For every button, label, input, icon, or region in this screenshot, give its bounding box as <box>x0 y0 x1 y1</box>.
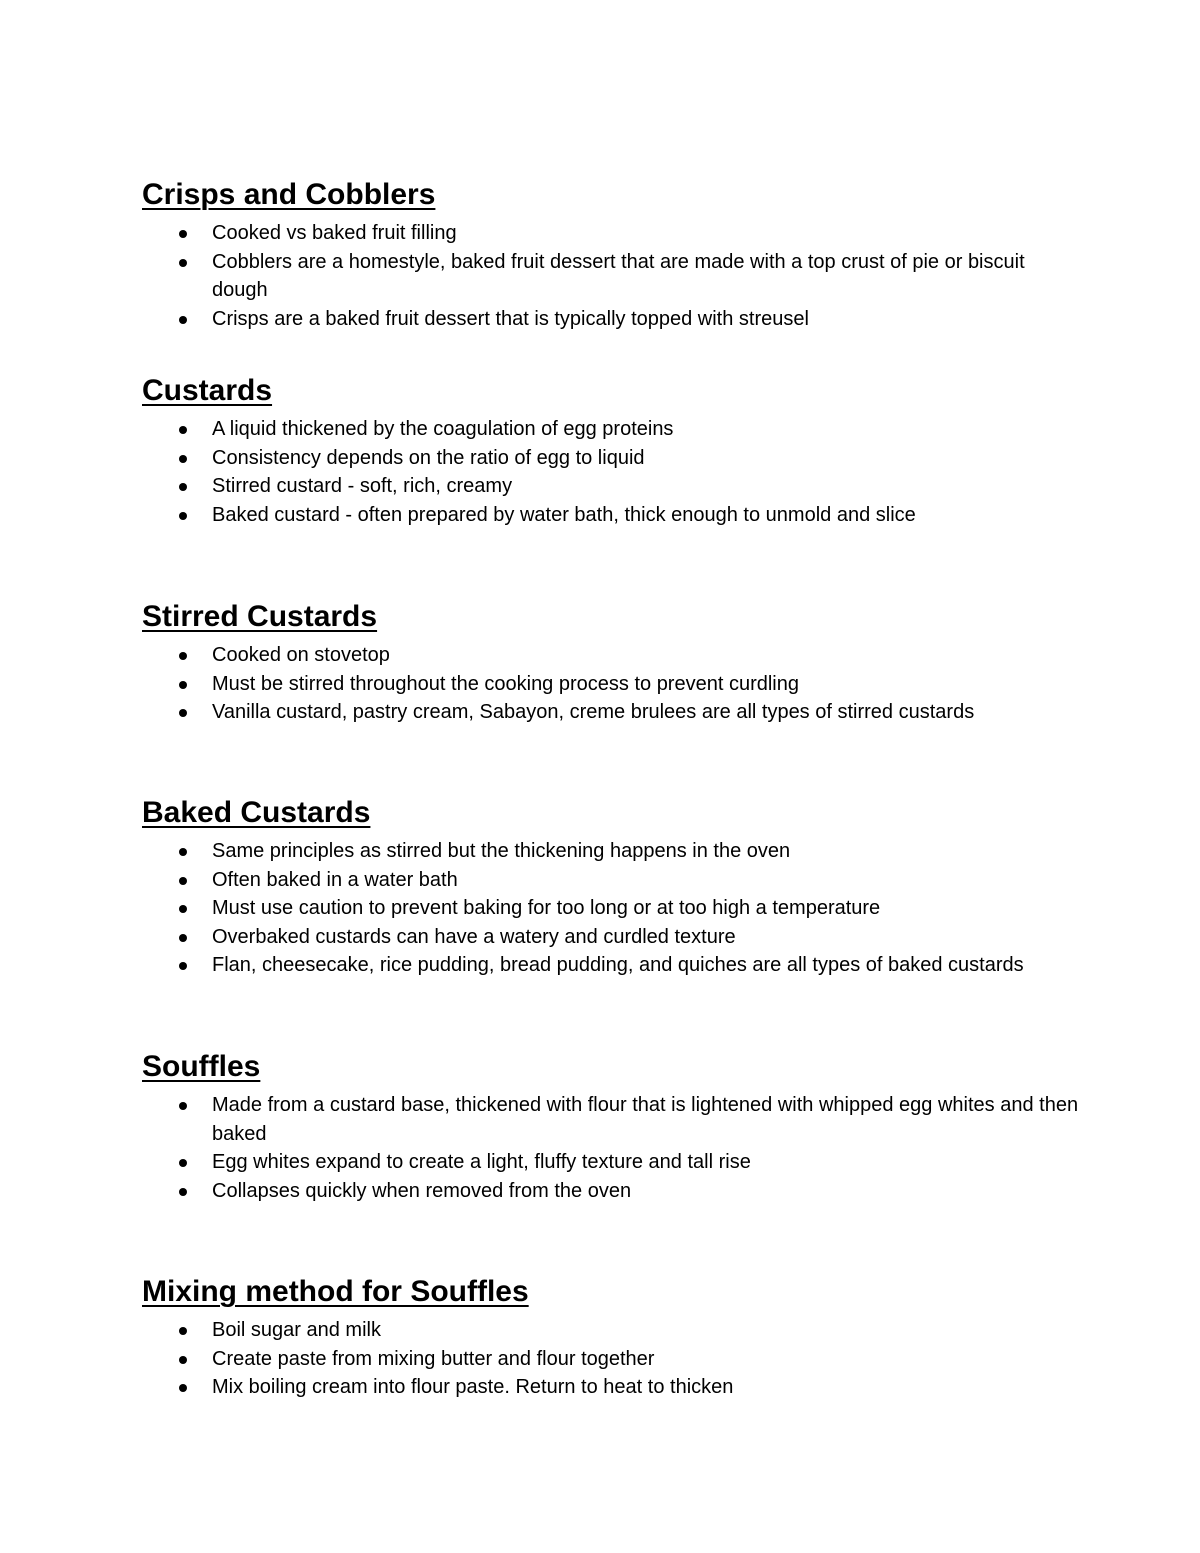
list-item <box>142 1373 1082 1402</box>
list-item <box>142 866 1082 895</box>
list-item-text: Collapses quickly when removed from the oven <box>212 1179 632 1202</box>
list-item-text: Stirred custard - soft, rich, creamy <box>212 475 513 497</box>
section-heading: Baked Custards <box>142 796 371 829</box>
list-item <box>142 698 1082 727</box>
bullet-icon <box>179 652 187 660</box>
list-item <box>142 641 1082 670</box>
section-heading: Souffles <box>142 1050 261 1083</box>
bullet-icon <box>179 1188 187 1196</box>
list-item-text: Mix boiling cream into flour paste. Return to heat to thicken <box>212 1376 734 1398</box>
bullet-icon <box>179 230 187 238</box>
bullet-list <box>142 641 1082 727</box>
list-item-text: Flan, cheesecake, rice pudding, bread pudding, and quiches are all types of baked custards <box>212 954 1024 976</box>
section-heading: Crisps and Cobblers <box>142 178 436 211</box>
list-item <box>142 1091 1082 1148</box>
bullet-icon <box>179 877 187 885</box>
list-item <box>142 219 1082 248</box>
list-item-text: Boil sugar and milk <box>212 1319 381 1341</box>
section-heading: Mixing method for Souffles <box>142 1275 529 1308</box>
section-heading: Custards <box>142 374 273 407</box>
bullet-icon <box>179 1102 187 1110</box>
list-item-text: Baked custard - often prepared by water bath, thick enough to unmold and slice <box>212 503 916 526</box>
bullet-icon <box>179 1159 187 1167</box>
list-item <box>142 1148 1082 1177</box>
list-item-text: Must use caution to prevent baking for too long or at too high a temperature <box>212 897 881 919</box>
list-item <box>142 501 1082 530</box>
bullet-icon <box>179 709 187 717</box>
bullet-list <box>142 1316 1082 1402</box>
bullet-list <box>142 219 1082 333</box>
bullet-icon <box>179 905 187 913</box>
bullet-icon <box>179 681 187 689</box>
section-custards <box>142 373 1082 529</box>
list-item <box>142 1345 1082 1374</box>
bullet-icon <box>179 962 187 970</box>
list-item-text: Cobblers are a homestyle, baked fruit dessert that are made with a top crust of pie or biscuit dough <box>212 250 1025 301</box>
list-item-text: Consistency depends on the ratio of egg to liquid <box>212 446 645 469</box>
list-item <box>142 472 1082 501</box>
bullet-list <box>142 415 1082 529</box>
list-item-text: Same principles as stirred but the thickening happens in the oven <box>212 840 791 862</box>
bullet-icon <box>179 1327 187 1335</box>
section-heading: Stirred Custards <box>142 600 378 633</box>
list-item <box>142 248 1082 305</box>
bullet-icon <box>179 316 187 324</box>
bullet-list <box>142 1091 1082 1205</box>
list-item-text: Vanilla custard, pastry cream, Sabayon, creme brulees are all types of stirred custards <box>212 701 975 723</box>
bullet-icon <box>179 512 187 520</box>
bullet-list <box>142 837 1082 980</box>
list-item <box>142 1316 1082 1345</box>
section-baked-custards <box>142 795 1082 980</box>
list-item-text: Cooked vs baked fruit filling <box>212 222 457 244</box>
list-item <box>142 305 1082 334</box>
list-item-text: Made from a custard base, thickened with flour that is lightened with whipped egg whites and then baked <box>212 1094 1079 1145</box>
list-item <box>142 415 1082 444</box>
list-item-text: Create paste from mixing butter and flour together <box>212 1347 655 1370</box>
list-item-text: Overbaked custards can have a watery and curdled texture <box>212 925 736 948</box>
list-item <box>142 670 1082 699</box>
bullet-icon <box>179 455 187 463</box>
section-crisps-and-cobblers <box>142 177 1082 333</box>
bullet-icon <box>179 1356 187 1364</box>
bullet-icon <box>179 483 187 491</box>
bullet-icon <box>179 934 187 942</box>
bullet-icon <box>179 259 187 267</box>
list-item-text: Often baked in a water bath <box>212 868 458 891</box>
list-item-text: Must be stirred throughout the cooking process to prevent curdling <box>212 672 799 695</box>
list-item <box>142 923 1082 952</box>
section-stirred-custards <box>142 599 1082 727</box>
list-item <box>142 1177 1082 1206</box>
bullet-icon <box>179 426 187 434</box>
list-item-text: A liquid thickened by the coagulation of egg proteins <box>212 418 674 440</box>
list-item-text: Crisps are a baked fruit dessert that is typically topped with streusel <box>212 307 809 330</box>
list-item <box>142 444 1082 473</box>
bullet-icon <box>179 1384 187 1392</box>
section-souffles <box>142 1049 1082 1205</box>
list-item <box>142 837 1082 866</box>
bullet-icon <box>179 848 187 856</box>
list-item-text: Cooked on stovetop <box>212 644 390 666</box>
list-item <box>142 951 1082 980</box>
list-item <box>142 894 1082 923</box>
list-item-text: Egg whites expand to create a light, fluffy texture and tall rise <box>212 1151 751 1173</box>
section-mixing-method-for-souffles <box>142 1274 1082 1402</box>
